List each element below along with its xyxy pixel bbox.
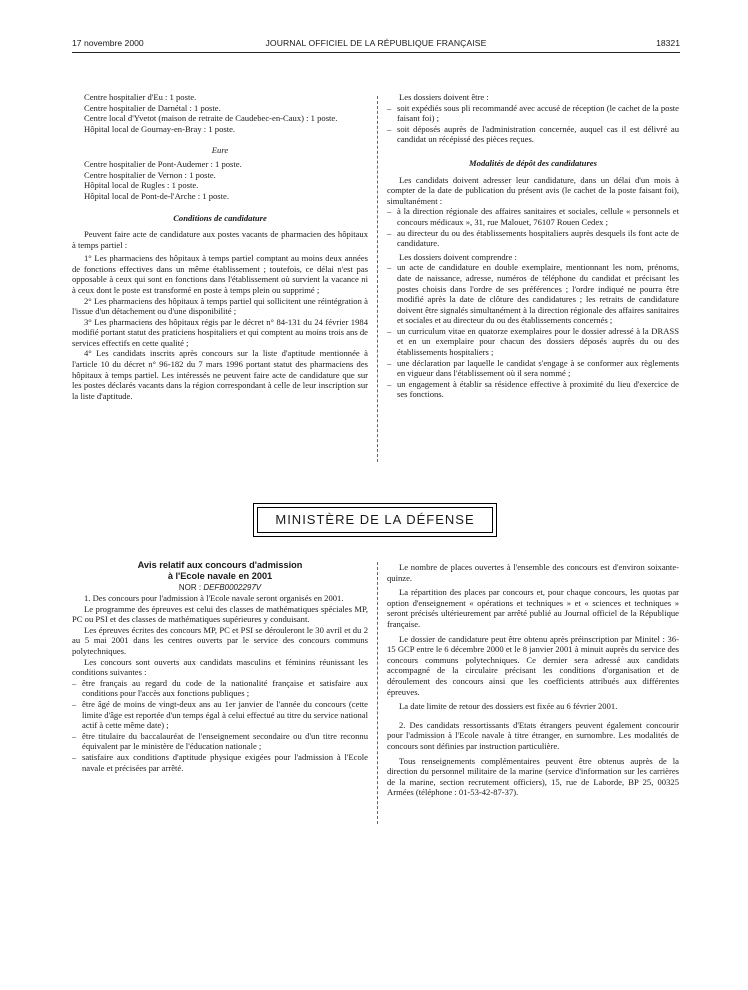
- eure-heading: Eure: [211, 145, 229, 156]
- dossiers-intro: Les dossiers doivent être :: [399, 92, 489, 102]
- list-item: Centre hospitalier d'Eu : 1 poste.: [84, 92, 197, 102]
- top-left-column: [72, 92, 368, 401]
- header-page-number: 18321: [656, 38, 680, 48]
- conditions-heading: Conditions de candidature: [173, 213, 267, 224]
- nor-label: NOR :: [178, 583, 202, 592]
- list-item: Centre hospitalier de Darnétal : 1 poste.: [84, 102, 221, 113]
- list-item: – être âgé de moins de vingt-deux ans au 1er janvier de l'année du concours (cette limite d'âge est reportée d'un temps égal à celui effectué au titre du service national actif à cette même date) ;: [72, 699, 368, 731]
- list-item: – être français au regard du code de la nationalité française et satisfaire aux conditions pour l'accès aux fonctions publiques ;: [72, 678, 368, 699]
- header-journal-title: JOURNAL OFFICIEL DE LA RÉPUBLIQUE FRANÇAISE: [265, 38, 487, 48]
- list-item: Centre local d'Yvetot (maison de retraite de Caudebec-en-Caux) : 1 poste.: [84, 113, 338, 124]
- notice-paragraph: Le programme des épreuves est celui des classes de mathématiques spéciales MP, PC ou PSI et des classes de mathématiques supérieures y conduisant.: [72, 603, 368, 625]
- header-rule: [72, 52, 680, 53]
- list-item: – un acte de candidature en double exemplaire, mentionnant les nom, prénoms, date de naissance, adresse, numéros de téléphone du candidat et précisant les postes choisis dans l'ordre de ses préférences ; l'ordre indiqué ne pourra être modifié après la date de clôture des candidatures ; les retraits de candidature doivent être signalés simultanément à la direction régionale des affaires sanitaires et sociales et au directeur du ou des établissements concernés ;: [387, 262, 679, 326]
- notice-title: [72, 560, 368, 582]
- list-item: – au directeur du ou des établissements hospitaliers auprès desquels ils font acte de candidature.: [387, 228, 679, 249]
- notice-paragraph: Le nombre de places ouvertes à l'ensemble des concours est d'environ soixante-quinze.: [387, 562, 679, 583]
- bottom-left-column: [72, 560, 368, 773]
- nor-reference: [72, 582, 368, 593]
- notice-paragraph: Le dossier de candidature peut être obtenu après préinscription par Minitel : 36-15 GCP entre le 6 décembre 2000 et le 8 janvier 2001 à minuit auprès du service des concours communs polytechniques. Ce dernier sera adressé aux candidats accompagné de la circulaire précisant les conditions d'organisation et de déroulement des concours ainsi que les coefficients attribués aux différentes épreuves.: [387, 633, 679, 697]
- list-item: – un curriculum vitae en quatorze exemplaires pour le dossier adressé à la DRASS et en un exemplaire pour chacun des dossiers déposés auprès du ou des établissements hospitaliers ;: [387, 326, 679, 358]
- condition-paragraph: 4° Les candidats inscrits après concours sur la liste d'aptitude mentionnée à l'article 10 du décret n° 96-182 du 7 mars 1996 portant statut des pharmaciens des hôpitaux à temps partiel. Les intéressés ne peuvent faire acte de candidature que sur les postes déclarés vacants dans la région correspondant à celle de leur inscription sur la liste d'aptitude.: [72, 348, 368, 401]
- column-divider: [377, 562, 378, 824]
- list-item: Hôpital local de Pont-de-l'Arche : 1 poste.: [84, 190, 229, 201]
- notice-paragraph: La date limite de retour des dossiers est fixée au 6 février 2001.: [399, 701, 618, 712]
- comprendre-intro: Les dossiers doivent comprendre :: [399, 251, 517, 262]
- notice-paragraph: 2. Des candidats ressortissants d'Etats étrangers peuvent également concourir pour l'admission à l'Ecole navale à titre étranger, en surnombre. Les modalités de concours sont définies par instruction particulière.: [387, 719, 679, 751]
- column-divider: [377, 96, 378, 462]
- list-item: – soit déposés auprès de l'administration concernée, auquel cas il est délivré au candidat un récépissé des pièces reçues.: [387, 124, 679, 145]
- modalites-intro: Les candidats doivent adresser leur candidature, dans un délai d'un mois à compter de la date de publication du présent avis (le cachet de la poste faisant foi), simultanément :: [387, 174, 679, 206]
- list-item: – un engagement à établir sa résidence effective à proximité du lieu d'exercice de ses fonctions.: [387, 379, 679, 400]
- condition-paragraph: 2° Les pharmaciens des hôpitaux à temps partiel qui sollicitent une réintégration à l'issue d'un détachement ou d'une disponibilité ;: [72, 295, 368, 317]
- page-header: [72, 38, 680, 52]
- bottom-right-column: [387, 562, 679, 798]
- notice-title-line-1: Avis relatif aux concours d'admission: [137, 560, 303, 570]
- conditions-intro: Peuvent faire acte de candidature aux postes vacants de pharmacien des hôpitaux à temps partiel :: [72, 228, 368, 250]
- list-item: Hôpital local de Rugles : 1 poste.: [84, 180, 199, 191]
- modalites-heading: Modalités de dépôt des candidatures: [469, 157, 597, 168]
- top-right-column: [387, 92, 679, 400]
- list-item: Centre hospitalier de Vernon : 1 poste.: [84, 169, 216, 180]
- list-item: Hôpital local de Gournay-en-Bray : 1 poste.: [84, 123, 236, 134]
- notice-title-line-2: à l'Ecole navale en 2001: [167, 571, 273, 581]
- list-item: – satisfaire aux conditions d'aptitude physique exigées pour l'admission à l'Ecole navale et précisées par arrêté.: [72, 752, 368, 773]
- notice-paragraph: Les concours sont ouverts aux candidats masculins et féminins réunissant les conditions suivantes :: [72, 656, 368, 678]
- notice-paragraph: Tous renseignements complémentaires peuvent être obtenus auprès de la direction du personnel militaire de la marine (service d'information sur les carrières de la marine, section recrutement officiers), 15, rue de Laborde, BP 25, 00325 Armées (téléphone : 01-53-42-87-37).: [387, 755, 679, 798]
- list-item: – à la direction régionale des affaires sanitaires et sociales, cellule « personnels et concours médicaux », 31, rue Malouet, 76107 Rouen Cedex ;: [387, 206, 679, 227]
- list-item: – être titulaire du baccalauréat de l'enseignement secondaire ou d'un titre reconnu équivalent par le ministère de l'éducation nationale ;: [72, 731, 368, 752]
- condition-paragraph: 1° Les pharmaciens des hôpitaux à temps partiel comptant au moins deux années de fonctions effectives dans un même établissement ; toutefois, ce délai n'est pas opposable à ceux qui sont en fonctions dans l'établissement où survient la vacance ni à ceux dont le poste est transformé en poste à temps plein ou supprimé ;: [72, 253, 368, 295]
- notice-paragraph: 1. Des concours pour l'admission à l'Ecole navale seront organisés en 2001.: [84, 593, 344, 603]
- header-date: 17 novembre 2000: [72, 38, 144, 48]
- notice-paragraph: La répartition des places par concours et, pour chaque concours, les quotas par option d'enseignement « opérations et techniques » et « sciences et techniques » seront précisés ultérieurement par arrêté publié au Journal officiel de la République française.: [387, 587, 679, 629]
- list-item: – une déclaration par laquelle le candidat s'engage à se conformer aux règlements en vigueur dans l'établissement où il sera nommé ;: [387, 358, 679, 379]
- nor-code: DEFB0002297V: [203, 583, 262, 592]
- list-item: – soit expédiés sous pli recommandé avec accusé de réception (le cachet de la poste faisant foi) ;: [387, 103, 679, 124]
- notice-paragraph: Les épreuves écrites des concours MP, PC et PSI se dérouleront le 30 avril et du 2 au 5 mai 2001 dans les centres ouverts par le service des concours communs polytechniques.: [72, 624, 368, 656]
- list-item: Centre hospitalier de Pont-Audemer : 1 poste.: [84, 158, 242, 169]
- condition-paragraph: 3° Les pharmaciens des hôpitaux régis par le décret n° 84-131 du 24 février 1984 modifié portant statut des praticiens hospitaliers et qui comptent au moins trois ans de services effectifs en cette qualité ;: [72, 316, 368, 348]
- ministry-title-box: MINISTÈRE DE LA DÉFENSE: [257, 507, 493, 533]
